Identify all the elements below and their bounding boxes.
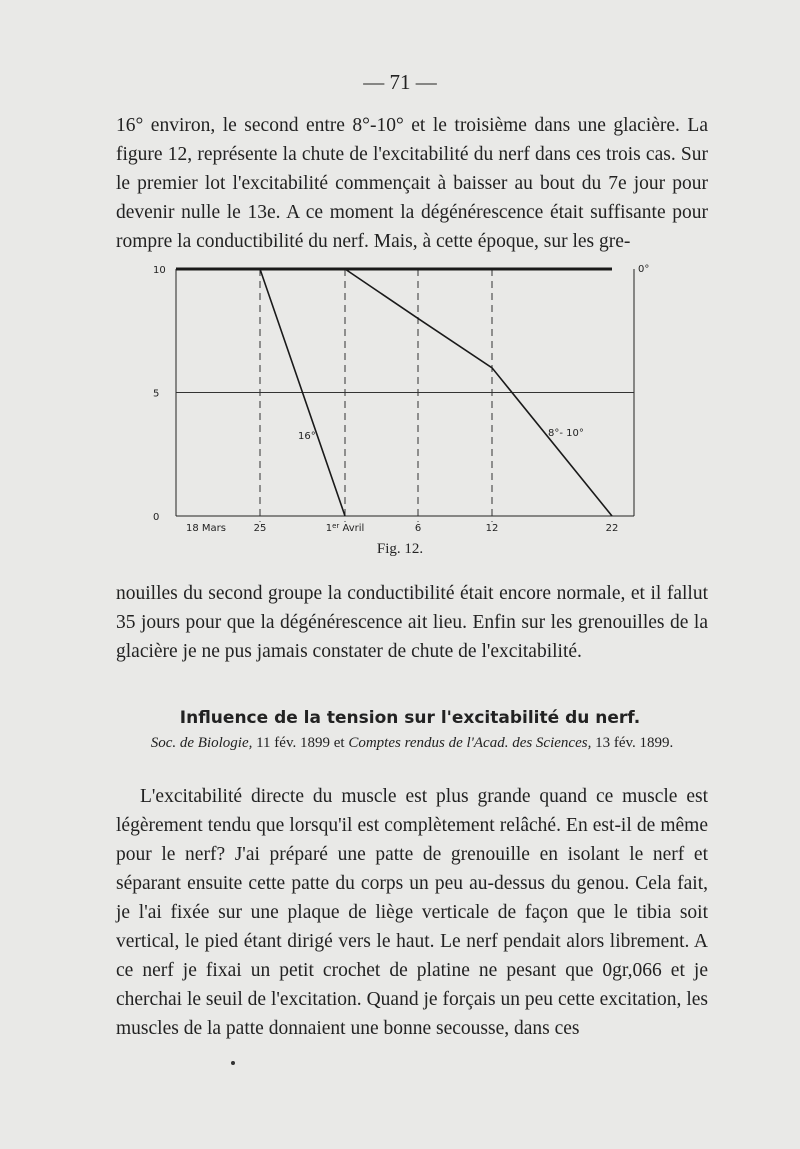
ref-journal-2: Comptes rendus de l'Acad. des Sciences, — [348, 735, 592, 751]
paragraph-3: L'excitabilité directe du muscle est plus grande quand ce muscle est légèrement tendu que lorsqu'il est complètement relâché. En est-il de même pour le nerf? J'ai préparé une patte de grenouille en isolant le nerf et séparant ensuite cette patte du corps un peu au-dessus du genou. Cela fait, je l'ai fixée sur une plaque de liège verticale de façon que le tibia soit vertical, le pied étant dirigé vers le haut. Le nerf pendait alors librement. A ce nerf je fixai un petit crochet de platine ne pesant que 0gr,066 et je cherchai le seuil de l'excitation. Quand je forçais un peu cette excitation, les muscles de la patte donnaient une bonne secousse, dans ces — [116, 786, 708, 1039]
section-reference — [116, 735, 708, 752]
figure-12-chart — [150, 255, 670, 540]
series-label-0: 16° — [298, 431, 316, 442]
paragraph-2: nouilles du second groupe la conductibilité était encore normale, et il fallut 35 jours pour que la dégénérescence ait lieu. Enfin sur les grenouilles de la glacière je ne pus jamais constater de chute de l'excitabilité. — [116, 583, 708, 662]
y-tick-label-1: 5 — [153, 388, 160, 400]
ref-date-1: 11 fév. 1899 et — [252, 735, 349, 751]
x-tick-label-1: 25 — [253, 523, 267, 534]
ink-speck — [231, 1061, 235, 1065]
x-tick-label-3: 6 — [414, 523, 422, 534]
ref-journal-1: Soc. de Biologie, — [150, 735, 253, 751]
x-tick-label-5: 22 — [605, 523, 619, 534]
paragraph-1: 16° environ, le second entre 8°-10° et le troisième dans une glacière. La figure 12, représente la chute de l'excitabilité du nerf dans ces trois cas. Sur le premier lot l'excitabilité commençait à baisser au bout du 7e jour pour devenir nulle le 13e. A ce moment la dégénérescence était suffisante pour rompre la conductibilité du nerf. Mais, à cette époque, sur les gre- — [116, 115, 708, 252]
x-tick-label-0: 18 Mars — [186, 523, 226, 534]
y-tick-label-0: 10 — [153, 265, 166, 276]
x-tick-label-4: 12 — [485, 523, 499, 534]
x-tick-label-2: 1er Avril — [325, 522, 365, 534]
section-title: Influence de la tension sur l'excitabilité du nerf. — [179, 708, 641, 728]
series-label-1: 8°- 10° — [548, 428, 584, 439]
y-tick-label-2: 0 — [153, 512, 160, 523]
ref-date-2: 13 fév. 1899. — [591, 735, 674, 751]
figure-caption: Fig. 12. — [376, 541, 424, 557]
series-label-2: 0° — [638, 264, 650, 275]
page-number: — 71 — — [363, 70, 437, 94]
